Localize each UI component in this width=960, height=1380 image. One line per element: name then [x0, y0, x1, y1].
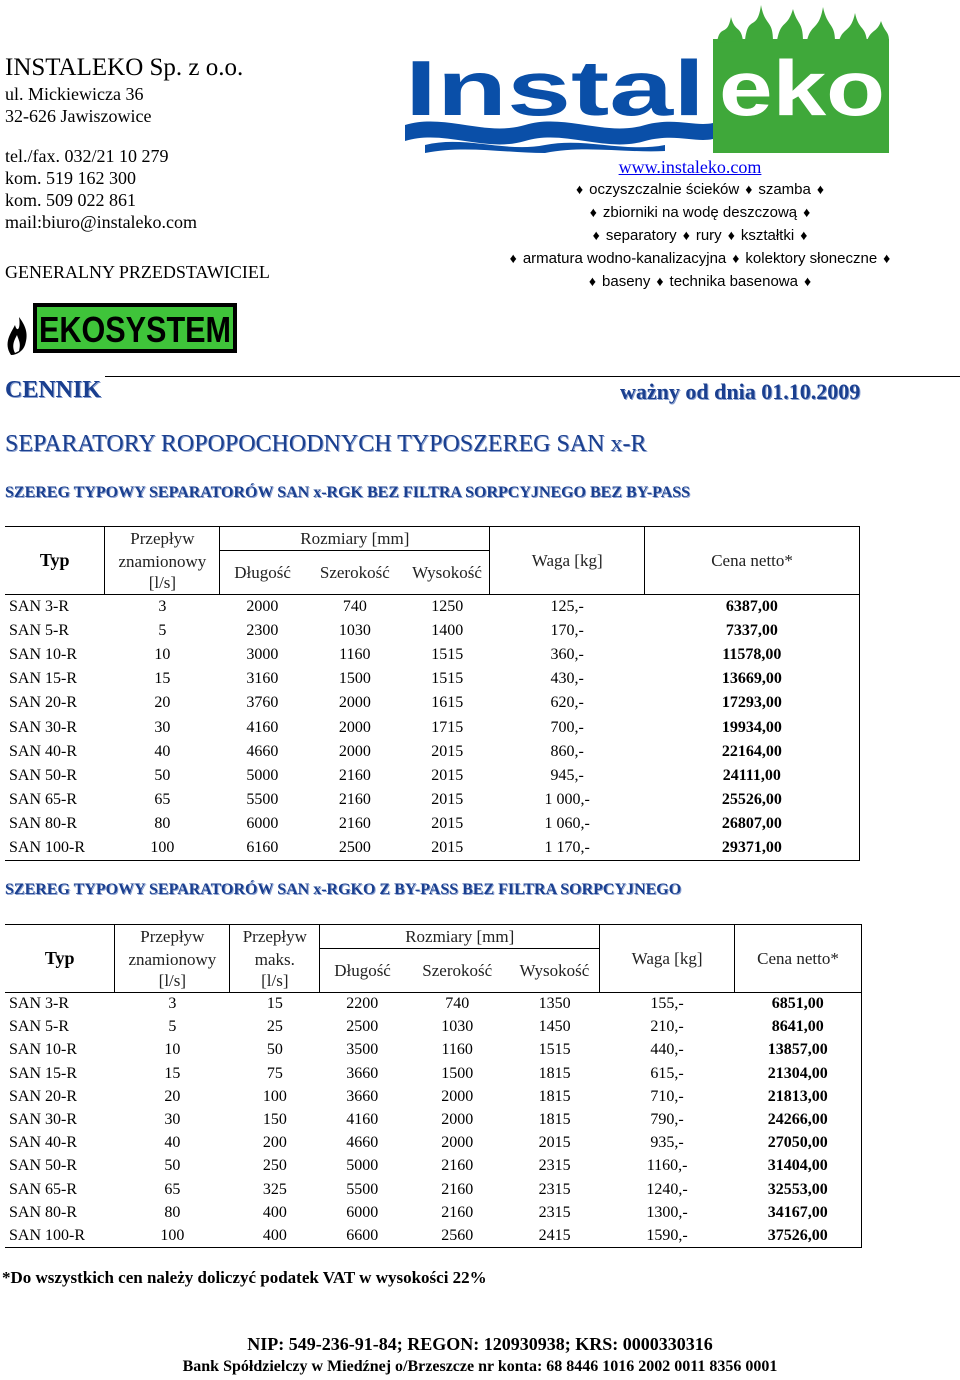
- cell-price: 13857,00: [735, 1039, 862, 1062]
- cell-value: 15: [154, 670, 171, 688]
- cell-value: 2500: [305, 836, 405, 860]
- cell-value: 2160: [338, 791, 371, 809]
- table-row: [5, 788, 860, 812]
- table-row: [5, 1062, 862, 1085]
- cell-value: 2315: [538, 1180, 571, 1198]
- table-row: [5, 1224, 862, 1247]
- cell-value: 210,-: [650, 1018, 684, 1036]
- diamond-bullet-icon: ♦: [588, 273, 597, 289]
- cell-value: 15: [230, 993, 320, 1016]
- cell-value: 6000: [246, 815, 279, 833]
- cell-type: SAN 20-R: [9, 1087, 78, 1105]
- col-header-weight: Waga [kg]: [600, 925, 735, 993]
- cell-type: SAN 50-R: [9, 766, 78, 784]
- service-item: baseny: [602, 273, 651, 290]
- cell-value: 25: [266, 1018, 283, 1036]
- cell-type: SAN 3-R: [5, 993, 115, 1016]
- cell-value: 400: [230, 1224, 320, 1247]
- ekosystem-logo: [3, 295, 243, 359]
- cell-price: 22164,00: [645, 740, 860, 764]
- cell-type: SAN 100-R: [5, 1224, 115, 1247]
- cell-value: 5: [168, 1018, 177, 1036]
- cell-value: 620,-: [550, 694, 584, 712]
- cell-value: 3160: [246, 670, 279, 688]
- cell-value: 935,-: [650, 1134, 684, 1152]
- logo-text-eko: eko: [719, 44, 885, 132]
- cell-value: 1160: [339, 645, 371, 663]
- price-list-title: CENNIK: [5, 377, 102, 403]
- footer-registration: NIP: 549-236-91-84; REGON: 120930938; KRS: 0000330316: [247, 1334, 713, 1354]
- cell-price: 24111,00: [645, 764, 860, 788]
- phone-fax: tel./fax. 032/21 10 279: [5, 146, 169, 166]
- col-header-flow-nominal-line1: Przepływ: [115, 925, 230, 949]
- diamond-bullet-icon: ♦: [883, 250, 891, 266]
- cell-value: 200: [262, 1134, 287, 1152]
- diamond-bullet-icon: ♦: [800, 227, 808, 243]
- cell-value: 860,-: [550, 742, 584, 760]
- cell-value: 2000: [441, 1087, 474, 1105]
- cell-value: 50: [266, 1041, 283, 1059]
- cell-value: 6160: [220, 836, 305, 860]
- cell-value: 1500: [338, 670, 371, 688]
- table-row: [5, 1201, 862, 1224]
- cell-value: 5: [158, 621, 167, 639]
- table-row: [5, 836, 860, 860]
- col-header-width: Szerokość: [405, 949, 510, 993]
- cell-value: 30: [164, 1111, 181, 1129]
- cell-value: 4660: [346, 1134, 379, 1152]
- services-line: [440, 270, 960, 293]
- table1-body: [5, 595, 860, 861]
- service-item: technika basenowa: [669, 273, 798, 290]
- cell-value: 3760: [246, 694, 279, 712]
- cell-value: 2560: [405, 1224, 510, 1247]
- table1-title: SZEREG TYPOWY SEPARATORÓW SAN x-RGK BEZ FILTRA SORPCYJNEGO BEZ BY-PASS: [5, 484, 691, 501]
- cell-value: 1515: [538, 1041, 571, 1059]
- cell-price: 26807,00: [645, 812, 860, 836]
- cell-price: 31404,00: [735, 1155, 862, 1178]
- cell-value: 1590,-: [600, 1224, 735, 1247]
- services-list: [440, 178, 960, 293]
- table-row: [5, 993, 862, 1016]
- cell-value: 125,-: [490, 595, 645, 619]
- col-header-flow-nominal-line3: [l/s]: [115, 971, 230, 993]
- cell-value: 2000: [338, 694, 371, 712]
- cell-value: 1715: [431, 718, 464, 736]
- cell-type: SAN 80-R: [9, 1203, 78, 1221]
- table-row: [5, 1039, 862, 1062]
- cell-value: 1160: [441, 1041, 473, 1059]
- cell-value: 4660: [246, 742, 279, 760]
- cell-value: 440,-: [650, 1041, 684, 1059]
- diamond-bullet-icon: ♦: [803, 204, 811, 220]
- cell-value: 2160: [441, 1180, 474, 1198]
- col-header-flow-line2: znamionowy: [105, 551, 220, 573]
- cell-value: 155,-: [600, 993, 735, 1016]
- cell-type: SAN 40-R: [9, 742, 78, 760]
- cell-value: 790,-: [650, 1111, 684, 1129]
- cell-price: 6851,00: [735, 993, 862, 1016]
- cell-value: 2160: [441, 1157, 474, 1175]
- cell-value: 150: [262, 1111, 287, 1129]
- service-item: armatura wodno-kanalizacyjna: [522, 250, 727, 267]
- table-row: [5, 1155, 862, 1178]
- cell-value: 5500: [246, 791, 279, 809]
- cell-type: SAN 30-R: [9, 718, 78, 736]
- col-header-flow-max-line2: maks.: [230, 949, 320, 971]
- logo-graphic: [405, 3, 895, 153]
- col-header-width: Szerokość: [305, 551, 405, 595]
- cell-value: 1815: [538, 1064, 571, 1082]
- cell-value: 2000: [441, 1111, 474, 1129]
- cell-price: 29371,00: [645, 836, 860, 860]
- logo-text-instal: Instal: [405, 44, 705, 132]
- cell-value: 4160: [246, 718, 279, 736]
- table-row: [5, 691, 860, 715]
- cell-value: 1240,-: [646, 1180, 688, 1198]
- cell-type: SAN 50-R: [9, 1157, 78, 1175]
- cell-value: 2160: [441, 1203, 474, 1221]
- col-header-flow-max-line3: [l/s]: [230, 971, 320, 993]
- cell-value: 20: [154, 694, 171, 712]
- cell-value: 740: [405, 993, 510, 1016]
- company-street: ul. Mickiewicza 36: [5, 84, 144, 104]
- table2-title: SZEREG TYPOWY SEPARATORÓW SAN x-RGKO Z BY-PASS BEZ FILTRA SORPCYJNEGO: [5, 881, 682, 898]
- cell-value: 40: [164, 1134, 181, 1152]
- ekosystem-graphic: [3, 295, 243, 359]
- diamond-bullet-icon: ♦: [732, 250, 740, 266]
- cell-value: 2015: [538, 1134, 571, 1152]
- mobile-2: kom. 509 022 861: [5, 190, 137, 210]
- cell-value: 2015: [431, 791, 464, 809]
- ekosystem-text: EKOSYSTEM: [39, 309, 231, 350]
- table-row: [5, 812, 860, 836]
- table-row: [5, 764, 860, 788]
- mobile-1: kom. 519 162 300: [5, 168, 137, 188]
- table-row: [5, 740, 860, 764]
- cell-value: 2300: [246, 621, 279, 639]
- cell-type: SAN 100-R: [5, 836, 105, 860]
- cell-type: SAN 15-R: [9, 670, 78, 688]
- cell-price: 27050,00: [735, 1132, 862, 1155]
- cell-value: 1300,-: [646, 1203, 688, 1221]
- diamond-bullet-icon: ♦: [682, 227, 690, 243]
- cell-value: 3000: [246, 645, 279, 663]
- cell-value: 3500: [346, 1041, 379, 1059]
- instaleko-logo: [405, 3, 895, 153]
- cell-price: 6387,00: [645, 595, 860, 619]
- cell-type: SAN 65-R: [9, 791, 78, 809]
- cell-value: 740: [305, 595, 405, 619]
- cell-value: 30: [154, 718, 171, 736]
- cell-type: SAN 65-R: [9, 1180, 78, 1198]
- cell-value: 2200: [320, 993, 405, 1016]
- email[interactable]: mail:biuro@instaleko.com: [5, 212, 198, 232]
- cell-value: 1030: [441, 1018, 474, 1036]
- service-item: kolektory słoneczne: [745, 250, 878, 267]
- cell-value: 1615: [431, 694, 464, 712]
- cell-value: 170,-: [550, 621, 584, 639]
- cell-value: 430,-: [550, 670, 584, 688]
- footer-bank-account: Bank Spółdzielczy w Miedźnej o/Brzeszcze nr konta: 68 8446 1016 2002 0011 8356 0001: [182, 1358, 778, 1375]
- cell-price: 19934,00: [645, 715, 860, 739]
- col-header-price: Cena netto*: [645, 527, 860, 595]
- cell-type: SAN 10-R: [9, 645, 78, 663]
- cell-value: 4160: [346, 1111, 379, 1129]
- cell-value: 615,-: [650, 1064, 684, 1082]
- cell-value: 700,-: [550, 718, 584, 736]
- cell-type: SAN 10-R: [9, 1041, 78, 1059]
- cell-value: 1160,-: [646, 1157, 688, 1175]
- cell-price: 17293,00: [645, 691, 860, 715]
- cell-value: 5000: [346, 1157, 379, 1175]
- cell-value: 1515: [431, 645, 464, 663]
- cell-type: SAN 15-R: [9, 1064, 78, 1082]
- cell-value: 2160: [338, 766, 371, 784]
- cell-value: 65: [164, 1180, 181, 1198]
- cell-value: 2500: [346, 1018, 379, 1036]
- cell-type: SAN 5-R: [9, 621, 70, 639]
- cell-value: 1350: [510, 993, 600, 1016]
- col-header-dimensions: Rozmiary [mm]: [220, 527, 490, 551]
- cell-value: 250: [262, 1157, 287, 1175]
- cell-value: 710,-: [650, 1087, 684, 1105]
- service-item: oczyszczalnie ścieków: [589, 181, 740, 198]
- cell-value: 100: [115, 1224, 230, 1247]
- table2-body: [5, 993, 862, 1248]
- company-contact-block: [5, 53, 425, 283]
- services-line: [440, 224, 960, 247]
- cell-value: 2015: [431, 742, 464, 760]
- cell-type: SAN 40-R: [9, 1134, 78, 1152]
- cell-value: 2000: [441, 1134, 474, 1152]
- cell-value: 15: [164, 1064, 181, 1082]
- cell-value: 2015: [431, 815, 464, 833]
- services-line: [440, 201, 960, 224]
- diamond-bullet-icon: ♦: [803, 273, 812, 289]
- cell-value: 1500: [441, 1064, 474, 1082]
- representative-label: GENERALNY PRZEDSTAWICIEL: [5, 262, 270, 282]
- company-city: 32-626 Jawiszowice: [5, 106, 152, 126]
- diamond-bullet-icon: ♦: [656, 273, 664, 289]
- table-row: [5, 715, 860, 739]
- service-item: zbiorniki na wodę deszczową: [602, 204, 798, 221]
- col-header-type: Typ: [5, 925, 115, 993]
- cell-value: 1250: [405, 595, 490, 619]
- cell-value: 1815: [538, 1111, 571, 1129]
- cell-type: SAN 5-R: [9, 1018, 70, 1036]
- diamond-bullet-icon: ♦: [745, 181, 753, 197]
- cell-value: 3660: [346, 1087, 379, 1105]
- table-row: [5, 667, 860, 691]
- cell-value: 75: [266, 1064, 283, 1082]
- cell-value: 2315: [538, 1157, 571, 1175]
- website-link[interactable]: www.instaleko.com: [618, 157, 762, 177]
- cell-value: 1 060,-: [544, 815, 590, 833]
- cell-value: 3660: [346, 1064, 379, 1082]
- cell-type: SAN 3-R: [5, 595, 105, 619]
- price-table-1: [5, 526, 860, 861]
- valid-from: ważny od dnia 01.10.2009: [620, 379, 861, 404]
- cell-value: 1030: [338, 621, 371, 639]
- table-row: [5, 619, 860, 643]
- col-header-height: Wysokość: [405, 551, 490, 595]
- company-name: INSTALEKO Sp. z o.o.: [5, 54, 244, 81]
- cell-value: 6000: [346, 1203, 379, 1221]
- diamond-bullet-icon: ♦: [509, 250, 517, 266]
- service-item: szamba: [758, 181, 811, 198]
- col-header-length: Długość: [220, 551, 305, 595]
- col-header-flow-line1: Przepływ: [105, 527, 220, 551]
- cell-value: 40: [154, 742, 171, 760]
- cell-value: 2000: [338, 718, 371, 736]
- table-row: [5, 1016, 862, 1039]
- cell-value: 2015: [431, 766, 464, 784]
- cell-type: SAN 20-R: [9, 694, 78, 712]
- cell-price: 34167,00: [735, 1201, 862, 1224]
- col-header-dimensions: Rozmiary [mm]: [320, 925, 600, 949]
- services-line: [440, 247, 960, 270]
- cell-value: 80: [154, 815, 171, 833]
- cell-value: 10: [154, 645, 171, 663]
- phone-block: [5, 145, 425, 233]
- cell-value: 80: [164, 1203, 181, 1221]
- col-header-price: Cena netto*: [735, 925, 862, 993]
- cell-value: 945,-: [550, 766, 584, 784]
- cell-value: 65: [154, 791, 171, 809]
- cell-value: 1450: [538, 1018, 571, 1036]
- cell-price: 24266,00: [735, 1108, 862, 1131]
- cell-value: 3: [115, 993, 230, 1016]
- cell-value: 1400: [431, 621, 464, 639]
- main-title: SEPARATORY ROPOPOCHODNYCH TYPOSZEREG SAN x-R: [5, 431, 647, 457]
- cell-value: 360,-: [550, 645, 584, 663]
- cell-value: 400: [262, 1203, 287, 1221]
- vat-note: *Do wszystkich cen należy doliczyć podatek VAT w wysokości 22%: [2, 1268, 487, 1287]
- cell-price: 7337,00: [645, 619, 860, 643]
- service-item: kształtki: [740, 227, 795, 244]
- table-row: [5, 1132, 862, 1155]
- diamond-bullet-icon: ♦: [589, 204, 597, 220]
- cell-value: 2160: [338, 815, 371, 833]
- diamond-bullet-icon: ♦: [575, 181, 584, 197]
- service-item: separatory: [605, 227, 677, 244]
- col-header-flow-line3: [l/s]: [105, 573, 220, 595]
- table-row: [5, 595, 860, 619]
- cell-value: 325: [262, 1180, 287, 1198]
- cell-value: 5000: [246, 766, 279, 784]
- col-header-weight: Waga [kg]: [490, 527, 645, 595]
- cell-price: 8641,00: [735, 1016, 862, 1039]
- cell-value: 100: [262, 1087, 287, 1105]
- table-row: [5, 1085, 862, 1108]
- cell-value: 6600: [320, 1224, 405, 1247]
- table-row: [5, 1108, 862, 1131]
- cell-value: 50: [164, 1157, 181, 1175]
- cell-price: 21304,00: [735, 1062, 862, 1085]
- diamond-bullet-icon: ♦: [816, 181, 825, 197]
- cell-value: 20: [164, 1087, 181, 1105]
- col-header-height: Wysokość: [510, 949, 600, 993]
- table-row: [5, 1178, 862, 1201]
- cell-type: SAN 30-R: [9, 1111, 78, 1129]
- cell-value: 5500: [346, 1180, 379, 1198]
- cell-type: SAN 80-R: [9, 815, 78, 833]
- cell-value: 1815: [538, 1087, 571, 1105]
- cell-value: 2000: [338, 742, 371, 760]
- divider: [105, 376, 960, 377]
- service-item: rury: [695, 227, 722, 244]
- cell-price: 32553,00: [735, 1178, 862, 1201]
- cell-value: 2415: [510, 1224, 600, 1247]
- services-line: [440, 178, 960, 201]
- table-row: [5, 643, 860, 667]
- cell-value: 1 000,-: [544, 791, 590, 809]
- col-header-length: Długość: [320, 949, 405, 993]
- diamond-bullet-icon: ♦: [592, 227, 600, 243]
- cell-value: 10: [164, 1041, 181, 1059]
- price-table-2: [5, 924, 862, 1248]
- col-header-flow-max-line1: Przepływ: [230, 925, 320, 949]
- cell-price: 11578,00: [645, 643, 860, 667]
- cell-price: 37526,00: [735, 1224, 862, 1247]
- col-header-type: Typ: [5, 527, 105, 595]
- cell-price: 13669,00: [645, 667, 860, 691]
- cell-value: 1 170,-: [490, 836, 645, 860]
- cell-value: 2000: [220, 595, 305, 619]
- cell-price: 21813,00: [735, 1085, 862, 1108]
- col-header-flow-nominal-line2: znamionowy: [115, 949, 230, 971]
- cell-value: 1515: [431, 670, 464, 688]
- cell-price: 25526,00: [645, 788, 860, 812]
- cell-value: 2015: [405, 836, 490, 860]
- diamond-bullet-icon: ♦: [727, 227, 735, 243]
- cell-value: 2315: [538, 1203, 571, 1221]
- cell-value: 100: [105, 836, 220, 860]
- cell-value: 3: [105, 595, 220, 619]
- cell-value: 50: [154, 766, 171, 784]
